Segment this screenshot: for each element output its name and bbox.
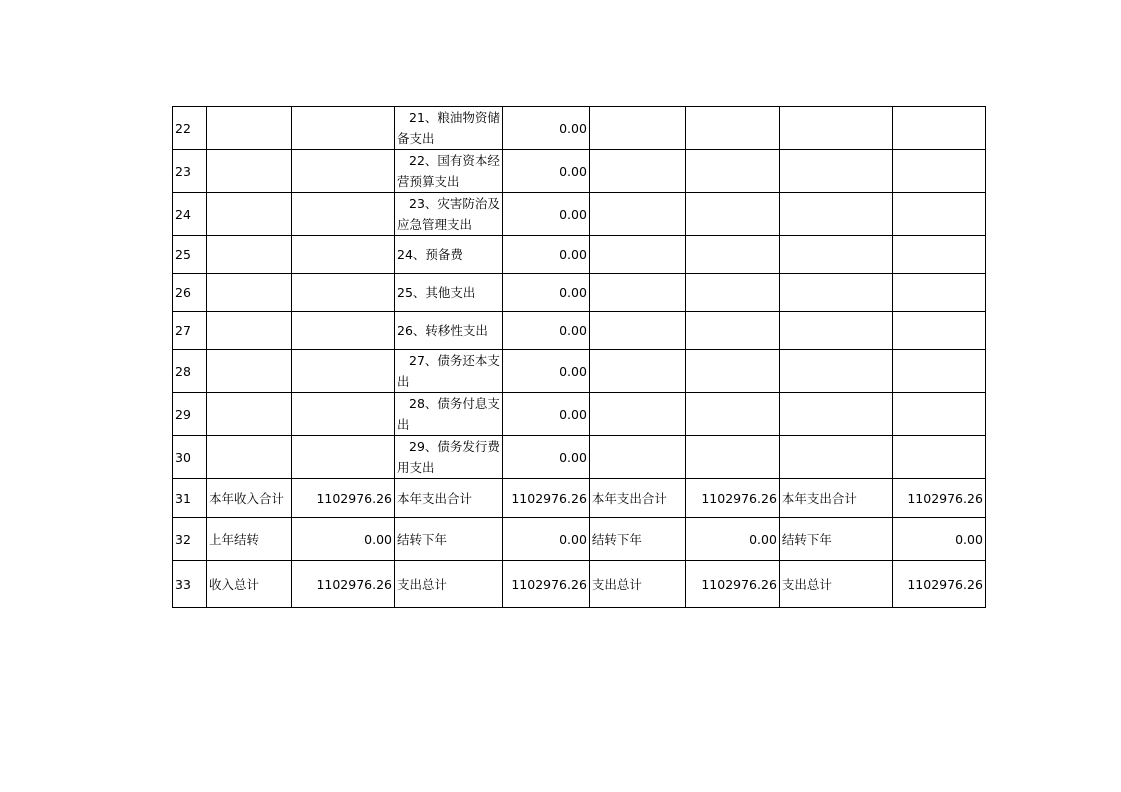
row-number: 29 [173,393,207,436]
empty-cell [892,350,985,393]
row-number: 26 [173,274,207,312]
empty-cell [685,350,779,393]
empty-cell [779,236,892,274]
empty-cell [589,436,685,479]
empty-cell [779,150,892,193]
expense-label: 结转下年 [589,518,685,561]
empty-cell [685,393,779,436]
income-label: 上年结转 [207,518,292,561]
expense-item: 22、国有资本经 营预算支出 [395,150,503,193]
empty-cell [892,436,985,479]
expense-value: 0.00 [502,107,589,150]
expense-item: 21、粮油物资储 备支出 [395,107,503,150]
empty-cell [779,350,892,393]
empty-cell [589,393,685,436]
empty-cell [589,350,685,393]
expense-value: 0.00 [502,193,589,236]
empty-cell [207,274,292,312]
expense-value: 0.00 [502,312,589,350]
expense-value: 1102976.26 [892,561,985,608]
empty-cell [892,312,985,350]
expense-value: 1102976.26 [685,479,779,518]
empty-cell [207,150,292,193]
row-number: 22 [173,107,207,150]
row-number: 32 [173,518,207,561]
empty-cell [207,193,292,236]
expense-value: 1102976.26 [502,561,589,608]
table-row [173,236,986,274]
income-label: 收入总计 [207,561,292,608]
row-number: 30 [173,436,207,479]
empty-cell [292,107,395,150]
expense-value: 0.00 [892,518,985,561]
expense-item: 27、债务还本支 出 [395,350,503,393]
empty-cell [685,274,779,312]
expense-label: 结转下年 [395,518,503,561]
expense-value: 1102976.26 [502,479,589,518]
budget-table [172,106,986,608]
empty-cell [292,193,395,236]
empty-cell [779,393,892,436]
table-row [173,350,986,393]
expense-label: 支出总计 [395,561,503,608]
expense-value: 0.00 [502,274,589,312]
summary-row-total [173,561,986,608]
empty-cell [892,274,985,312]
empty-cell [207,393,292,436]
table-row [173,193,986,236]
empty-cell [685,193,779,236]
empty-cell [292,393,395,436]
row-number: 24 [173,193,207,236]
expense-value: 0.00 [502,518,589,561]
empty-cell [892,236,985,274]
empty-cell [207,312,292,350]
summary-row-current-year [173,479,986,518]
expense-item: 28、债务付息支 出 [395,393,503,436]
empty-cell [589,236,685,274]
empty-cell [589,150,685,193]
empty-cell [292,274,395,312]
expense-label: 支出总计 [589,561,685,608]
empty-cell [292,350,395,393]
expense-value: 1102976.26 [685,561,779,608]
expense-label: 支出总计 [779,561,892,608]
expense-item: 26、转移性支出 [395,312,503,350]
table-row [173,436,986,479]
row-number: 23 [173,150,207,193]
expense-item: 25、其他支出 [395,274,503,312]
summary-row-carryover [173,518,986,561]
row-number: 33 [173,561,207,608]
empty-cell [589,107,685,150]
table-row [173,274,986,312]
empty-cell [779,274,892,312]
empty-cell [685,107,779,150]
empty-cell [685,436,779,479]
expense-item: 24、预备费 [395,236,503,274]
table-row [173,107,986,150]
expense-value: 0.00 [502,350,589,393]
empty-cell [892,150,985,193]
empty-cell [779,107,892,150]
empty-cell [292,312,395,350]
income-label: 本年收入合计 [207,479,292,518]
empty-cell [589,312,685,350]
empty-cell [779,312,892,350]
table-row [173,393,986,436]
expense-value: 0.00 [502,393,589,436]
expense-label: 本年支出合计 [589,479,685,518]
empty-cell [779,193,892,236]
empty-cell [207,236,292,274]
empty-cell [685,236,779,274]
expense-item: 29、债务发行费 用支出 [395,436,503,479]
empty-cell [892,393,985,436]
empty-cell [292,150,395,193]
empty-cell [685,150,779,193]
income-value: 1102976.26 [292,479,395,518]
empty-cell [892,193,985,236]
expense-label: 本年支出合计 [395,479,503,518]
expense-value: 0.00 [685,518,779,561]
row-number: 31 [173,479,207,518]
empty-cell [292,436,395,479]
empty-cell [207,350,292,393]
empty-cell [207,107,292,150]
empty-cell [892,107,985,150]
expense-label: 本年支出合计 [779,479,892,518]
empty-cell [685,312,779,350]
expense-value: 1102976.26 [892,479,985,518]
expense-value: 0.00 [502,150,589,193]
income-value: 1102976.26 [292,561,395,608]
income-value: 0.00 [292,518,395,561]
empty-cell [779,436,892,479]
row-number: 25 [173,236,207,274]
expense-item: 23、灾害防治及 应急管理支出 [395,193,503,236]
empty-cell [207,436,292,479]
table-row [173,312,986,350]
table-row [173,150,986,193]
expense-value: 0.00 [502,236,589,274]
empty-cell [589,193,685,236]
empty-cell [589,274,685,312]
expense-label: 结转下年 [779,518,892,561]
empty-cell [292,236,395,274]
row-number: 27 [173,312,207,350]
expense-value: 0.00 [502,436,589,479]
row-number: 28 [173,350,207,393]
